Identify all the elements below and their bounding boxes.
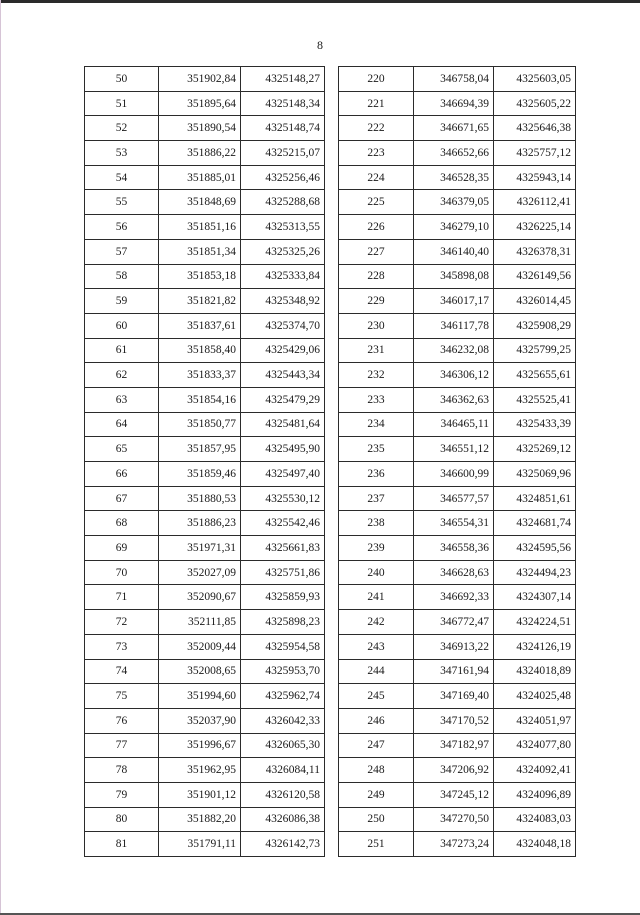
point-number-left: 79 xyxy=(85,782,159,807)
column-gap xyxy=(325,289,339,314)
point-number-right: 232 xyxy=(339,363,414,388)
y-coordinate-left: 4325148,74 xyxy=(241,116,325,141)
point-number-right: 243 xyxy=(339,634,414,659)
column-gap xyxy=(325,190,339,215)
table-row xyxy=(85,733,576,758)
y-coordinate-left: 4325530,12 xyxy=(241,486,325,511)
point-number-left: 61 xyxy=(85,338,159,363)
x-coordinate-right: 346379,05 xyxy=(414,190,494,215)
y-coordinate-right: 4325646,38 xyxy=(494,116,576,141)
table-row xyxy=(85,264,576,289)
table-row xyxy=(85,807,576,832)
y-coordinate-right: 4325069,96 xyxy=(494,462,576,487)
table-row xyxy=(85,437,576,462)
x-coordinate-right: 347206,92 xyxy=(414,758,494,783)
column-gap xyxy=(325,412,339,437)
x-coordinate-left: 351858,40 xyxy=(159,338,241,363)
table-row xyxy=(85,536,576,561)
column-gap xyxy=(325,536,339,561)
x-coordinate-left: 352009,44 xyxy=(159,634,241,659)
coordinates-table-body xyxy=(85,67,576,857)
table-row xyxy=(85,560,576,585)
x-coordinate-left: 351854,16 xyxy=(159,387,241,412)
y-coordinate-right: 4326149,56 xyxy=(494,264,576,289)
table-row xyxy=(85,511,576,536)
y-coordinate-right: 4325603,05 xyxy=(494,67,576,92)
page-number: 8 xyxy=(317,38,323,52)
point-number-right: 241 xyxy=(339,585,414,610)
table-row xyxy=(85,141,576,166)
x-coordinate-left: 351901,12 xyxy=(159,782,241,807)
y-coordinate-right: 4324092,41 xyxy=(494,758,576,783)
y-coordinate-left: 4325962,74 xyxy=(241,684,325,709)
column-gap xyxy=(325,486,339,511)
point-number-left: 54 xyxy=(85,165,159,190)
y-coordinate-right: 4324018,89 xyxy=(494,659,576,684)
y-coordinate-left: 4325479,29 xyxy=(241,387,325,412)
point-number-left: 60 xyxy=(85,313,159,338)
column-gap xyxy=(325,91,339,116)
column-gap xyxy=(325,141,339,166)
table-row xyxy=(85,832,576,857)
x-coordinate-left: 351971,31 xyxy=(159,536,241,561)
x-coordinate-right: 346465,11 xyxy=(414,412,494,437)
scan-top-edge xyxy=(0,0,640,3)
point-number-right: 223 xyxy=(339,141,414,166)
column-gap xyxy=(325,560,339,585)
x-coordinate-left: 351962,95 xyxy=(159,758,241,783)
y-coordinate-right: 4324051,97 xyxy=(494,708,576,733)
point-number-left: 78 xyxy=(85,758,159,783)
y-coordinate-right: 4324048,18 xyxy=(494,832,576,857)
y-coordinate-left: 4325313,55 xyxy=(241,215,325,240)
point-number-right: 230 xyxy=(339,313,414,338)
y-coordinate-left: 4325429,06 xyxy=(241,338,325,363)
x-coordinate-left: 351880,53 xyxy=(159,486,241,511)
y-coordinate-left: 4325256,46 xyxy=(241,165,325,190)
point-number-right: 228 xyxy=(339,264,414,289)
x-coordinate-right: 346628,63 xyxy=(414,560,494,585)
y-coordinate-right: 4325799,25 xyxy=(494,338,576,363)
x-coordinate-right: 346692,33 xyxy=(414,585,494,610)
column-gap xyxy=(325,462,339,487)
point-number-left: 59 xyxy=(85,289,159,314)
column-gap xyxy=(325,387,339,412)
table-row xyxy=(85,585,576,610)
point-number-left: 76 xyxy=(85,708,159,733)
point-number-right: 225 xyxy=(339,190,414,215)
y-coordinate-left: 4325495,90 xyxy=(241,437,325,462)
table-row xyxy=(85,363,576,388)
y-coordinate-right: 4324681,74 xyxy=(494,511,576,536)
point-number-right: 250 xyxy=(339,807,414,832)
y-coordinate-right: 4324307,14 xyxy=(494,585,576,610)
table-row xyxy=(85,486,576,511)
point-number-right: 249 xyxy=(339,782,414,807)
table-row xyxy=(85,165,576,190)
x-coordinate-left: 351859,46 xyxy=(159,462,241,487)
y-coordinate-right: 4324077,80 xyxy=(494,733,576,758)
point-number-left: 80 xyxy=(85,807,159,832)
x-coordinate-left: 351837,61 xyxy=(159,313,241,338)
table-row xyxy=(85,634,576,659)
column-gap xyxy=(325,511,339,536)
x-coordinate-right: 347270,50 xyxy=(414,807,494,832)
point-number-left: 69 xyxy=(85,536,159,561)
column-gap xyxy=(325,116,339,141)
column-gap xyxy=(325,437,339,462)
y-coordinate-right: 4324595,56 xyxy=(494,536,576,561)
column-gap xyxy=(325,215,339,240)
y-coordinate-left: 4325898,23 xyxy=(241,610,325,635)
point-number-left: 56 xyxy=(85,215,159,240)
x-coordinate-left: 351851,16 xyxy=(159,215,241,240)
y-coordinate-right: 4326014,45 xyxy=(494,289,576,314)
y-coordinate-left: 4326084,11 xyxy=(241,758,325,783)
x-coordinate-right: 346577,57 xyxy=(414,486,494,511)
y-coordinate-right: 4324851,61 xyxy=(494,486,576,511)
x-coordinate-right: 346694,39 xyxy=(414,91,494,116)
column-gap xyxy=(325,659,339,684)
x-coordinate-right: 346551,12 xyxy=(414,437,494,462)
point-number-right: 224 xyxy=(339,165,414,190)
x-coordinate-left: 352111,85 xyxy=(159,610,241,635)
y-coordinate-left: 4326120,58 xyxy=(241,782,325,807)
point-number-right: 242 xyxy=(339,610,414,635)
coordinates-table xyxy=(84,66,576,857)
point-number-right: 235 xyxy=(339,437,414,462)
point-number-left: 67 xyxy=(85,486,159,511)
x-coordinate-left: 352037,90 xyxy=(159,708,241,733)
y-coordinate-right: 4324096,89 xyxy=(494,782,576,807)
x-coordinate-right: 347161,94 xyxy=(414,659,494,684)
y-coordinate-left: 4325859,93 xyxy=(241,585,325,610)
point-number-right: 248 xyxy=(339,758,414,783)
x-coordinate-right: 346600,99 xyxy=(414,462,494,487)
y-coordinate-left: 4326086,38 xyxy=(241,807,325,832)
y-coordinate-left: 4325215,07 xyxy=(241,141,325,166)
column-gap xyxy=(325,67,339,92)
y-coordinate-left: 4325348,92 xyxy=(241,289,325,314)
x-coordinate-right: 346232,08 xyxy=(414,338,494,363)
y-coordinate-right: 4325943,14 xyxy=(494,165,576,190)
x-coordinate-right: 346140,40 xyxy=(414,239,494,264)
column-gap xyxy=(325,733,339,758)
y-coordinate-right: 4326378,31 xyxy=(494,239,576,264)
table-row xyxy=(85,412,576,437)
table-row xyxy=(85,313,576,338)
point-number-right: 236 xyxy=(339,462,414,487)
point-number-right: 231 xyxy=(339,338,414,363)
y-coordinate-left: 4325148,27 xyxy=(241,67,325,92)
point-number-left: 75 xyxy=(85,684,159,709)
y-coordinate-left: 4325661,83 xyxy=(241,536,325,561)
x-coordinate-right: 346306,12 xyxy=(414,363,494,388)
table-row xyxy=(85,684,576,709)
x-coordinate-left: 351885,01 xyxy=(159,165,241,190)
x-coordinate-right: 346652,66 xyxy=(414,141,494,166)
x-coordinate-right: 346671,65 xyxy=(414,116,494,141)
table-row xyxy=(85,215,576,240)
y-coordinate-right: 4324224,51 xyxy=(494,610,576,635)
x-coordinate-right: 346017,17 xyxy=(414,289,494,314)
table-row xyxy=(85,782,576,807)
y-coordinate-left: 4326142,73 xyxy=(241,832,325,857)
point-number-left: 63 xyxy=(85,387,159,412)
y-coordinate-left: 4325148,34 xyxy=(241,91,325,116)
y-coordinate-right: 4325908,29 xyxy=(494,313,576,338)
y-coordinate-right: 4324494,23 xyxy=(494,560,576,585)
x-coordinate-left: 352090,67 xyxy=(159,585,241,610)
point-number-left: 52 xyxy=(85,116,159,141)
x-coordinate-right: 346913,22 xyxy=(414,634,494,659)
point-number-right: 220 xyxy=(339,67,414,92)
column-gap xyxy=(325,684,339,709)
point-number-right: 234 xyxy=(339,412,414,437)
x-coordinate-right: 346772,47 xyxy=(414,610,494,635)
point-number-left: 74 xyxy=(85,659,159,684)
point-number-left: 50 xyxy=(85,67,159,92)
column-gap xyxy=(325,239,339,264)
point-number-left: 64 xyxy=(85,412,159,437)
table-row xyxy=(85,758,576,783)
y-coordinate-right: 4324126,19 xyxy=(494,634,576,659)
table-row xyxy=(85,610,576,635)
y-coordinate-left: 4325288,68 xyxy=(241,190,325,215)
y-coordinate-left: 4325481,64 xyxy=(241,412,325,437)
y-coordinate-left: 4326042,33 xyxy=(241,708,325,733)
y-coordinate-left: 4325325,26 xyxy=(241,239,325,264)
x-coordinate-left: 351902,84 xyxy=(159,67,241,92)
x-coordinate-right: 347170,52 xyxy=(414,708,494,733)
x-coordinate-left: 351850,77 xyxy=(159,412,241,437)
column-gap xyxy=(325,313,339,338)
point-number-right: 238 xyxy=(339,511,414,536)
table-row xyxy=(85,289,576,314)
x-coordinate-right: 347245,12 xyxy=(414,782,494,807)
x-coordinate-left: 351886,22 xyxy=(159,141,241,166)
x-coordinate-right: 346362,63 xyxy=(414,387,494,412)
point-number-left: 81 xyxy=(85,832,159,857)
x-coordinate-left: 352027,09 xyxy=(159,560,241,585)
y-coordinate-left: 4325954,58 xyxy=(241,634,325,659)
y-coordinate-right: 4325269,12 xyxy=(494,437,576,462)
point-number-left: 77 xyxy=(85,733,159,758)
x-coordinate-right: 346554,31 xyxy=(414,511,494,536)
column-gap xyxy=(325,782,339,807)
table-row xyxy=(85,190,576,215)
x-coordinate-left: 351853,18 xyxy=(159,264,241,289)
table-row xyxy=(85,708,576,733)
point-number-left: 57 xyxy=(85,239,159,264)
column-gap xyxy=(325,610,339,635)
point-number-left: 68 xyxy=(85,511,159,536)
x-coordinate-right: 347273,24 xyxy=(414,832,494,857)
y-coordinate-left: 4325333,84 xyxy=(241,264,325,289)
column-gap xyxy=(325,832,339,857)
point-number-left: 58 xyxy=(85,264,159,289)
column-gap xyxy=(325,585,339,610)
point-number-left: 51 xyxy=(85,91,159,116)
point-number-right: 237 xyxy=(339,486,414,511)
point-number-right: 247 xyxy=(339,733,414,758)
x-coordinate-left: 351882,20 xyxy=(159,807,241,832)
point-number-left: 72 xyxy=(85,610,159,635)
x-coordinate-right: 347169,40 xyxy=(414,684,494,709)
point-number-left: 65 xyxy=(85,437,159,462)
y-coordinate-right: 4325757,12 xyxy=(494,141,576,166)
y-coordinate-right: 4324025,48 xyxy=(494,684,576,709)
x-coordinate-left: 351886,23 xyxy=(159,511,241,536)
column-gap xyxy=(325,634,339,659)
point-number-right: 240 xyxy=(339,560,414,585)
table-row xyxy=(85,91,576,116)
y-coordinate-left: 4325542,46 xyxy=(241,511,325,536)
point-number-left: 53 xyxy=(85,141,159,166)
point-number-left: 62 xyxy=(85,363,159,388)
table-row xyxy=(85,387,576,412)
point-number-right: 227 xyxy=(339,239,414,264)
x-coordinate-right: 346279,10 xyxy=(414,215,494,240)
point-number-right: 251 xyxy=(339,832,414,857)
point-number-right: 226 xyxy=(339,215,414,240)
y-coordinate-left: 4325751,86 xyxy=(241,560,325,585)
y-coordinate-right: 4326225,14 xyxy=(494,215,576,240)
y-coordinate-left: 4325953,70 xyxy=(241,659,325,684)
point-number-left: 66 xyxy=(85,462,159,487)
y-coordinate-left: 4325374,70 xyxy=(241,313,325,338)
column-gap xyxy=(325,363,339,388)
x-coordinate-right: 346528,35 xyxy=(414,165,494,190)
y-coordinate-left: 4326065,30 xyxy=(241,733,325,758)
x-coordinate-right: 346758,04 xyxy=(414,67,494,92)
column-gap xyxy=(325,708,339,733)
point-number-right: 244 xyxy=(339,659,414,684)
x-coordinate-left: 351996,67 xyxy=(159,733,241,758)
y-coordinate-right: 4326112,41 xyxy=(494,190,576,215)
point-number-right: 222 xyxy=(339,116,414,141)
x-coordinate-left: 351833,37 xyxy=(159,363,241,388)
x-coordinate-left: 351994,60 xyxy=(159,684,241,709)
x-coordinate-left: 351890,54 xyxy=(159,116,241,141)
x-coordinate-left: 351791,11 xyxy=(159,832,241,857)
scan-left-edge xyxy=(0,0,1,915)
column-gap xyxy=(325,338,339,363)
point-number-right: 245 xyxy=(339,684,414,709)
point-number-right: 229 xyxy=(339,289,414,314)
column-gap xyxy=(325,165,339,190)
point-number-right: 221 xyxy=(339,91,414,116)
table-row xyxy=(85,67,576,92)
x-coordinate-left: 351821,82 xyxy=(159,289,241,314)
x-coordinate-left: 351851,34 xyxy=(159,239,241,264)
column-gap xyxy=(325,807,339,832)
point-number-left: 70 xyxy=(85,560,159,585)
y-coordinate-right: 4324083,03 xyxy=(494,807,576,832)
table-row xyxy=(85,462,576,487)
x-coordinate-right: 347182,97 xyxy=(414,733,494,758)
x-coordinate-left: 351848,69 xyxy=(159,190,241,215)
table-row xyxy=(85,116,576,141)
x-coordinate-left: 351895,64 xyxy=(159,91,241,116)
x-coordinate-right: 346117,78 xyxy=(414,313,494,338)
point-number-right: 239 xyxy=(339,536,414,561)
column-gap xyxy=(325,264,339,289)
y-coordinate-right: 4325655,61 xyxy=(494,363,576,388)
y-coordinate-left: 4325443,34 xyxy=(241,363,325,388)
x-coordinate-left: 351857,95 xyxy=(159,437,241,462)
x-coordinate-right: 345898,08 xyxy=(414,264,494,289)
y-coordinate-right: 4325605,22 xyxy=(494,91,576,116)
table-row xyxy=(85,239,576,264)
column-gap xyxy=(325,758,339,783)
y-coordinate-right: 4325525,41 xyxy=(494,387,576,412)
y-coordinate-right: 4325433,39 xyxy=(494,412,576,437)
y-coordinate-left: 4325497,40 xyxy=(241,462,325,487)
x-coordinate-right: 346558,36 xyxy=(414,536,494,561)
x-coordinate-left: 352008,65 xyxy=(159,659,241,684)
table-row xyxy=(85,659,576,684)
point-number-left: 55 xyxy=(85,190,159,215)
point-number-left: 71 xyxy=(85,585,159,610)
point-number-left: 73 xyxy=(85,634,159,659)
table-row xyxy=(85,338,576,363)
point-number-right: 246 xyxy=(339,708,414,733)
point-number-right: 233 xyxy=(339,387,414,412)
